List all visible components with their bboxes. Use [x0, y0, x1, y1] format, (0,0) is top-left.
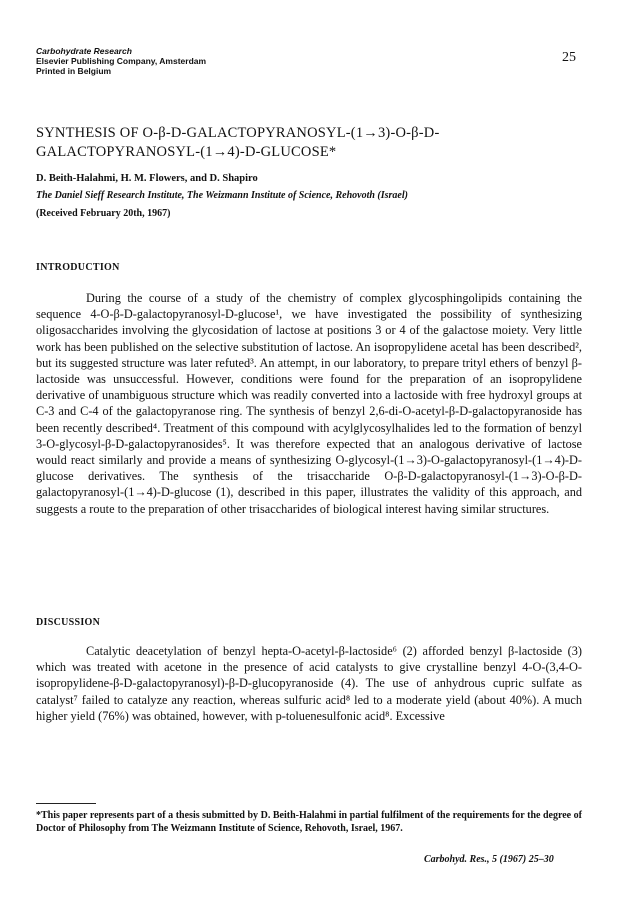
received-date: (Received February 20th, 1967) [36, 208, 171, 219]
journal-header [36, 46, 206, 76]
introduction-heading: INTRODUCTION [36, 262, 120, 273]
introduction-paragraph [36, 290, 582, 517]
discussion-heading: DISCUSSION [36, 617, 101, 628]
introduction-text: During the course of a study of the chemistry of complex glycosphingolipids containing the sequence 4-O-β-D-galactopyranosyl-D-glucose¹, we have investigated the possibility of synthesizing oligosaccharides involving the glycosidation of lactose at positions 3 or 4 of the galactose moiety. Very little work has been published on the selective substitution of lactose. An isopropylidene acetal has been described², but its suggested structure was later refuted³. An attempt, in our laboratory, to prepare trityl ethers of benzyl β-lactoside was unsuccessful. However, conditions were found for the preparation of an isopropylidene derivative of unambiguous structure which was readily converted into a lactoside with free hydroxyl groups at C-3 and C-4 of the galactopyranose ring. The synthesis of benzyl 2,6-di-O-acetyl-β-D-galactopyranoside has been recently described⁴. Treatment of this compound with acylglycosylhalides led to the formation of benzyl 3-O-glycosyl-β-D-galactopyranosides⁵. It was therefore expected that an analogous derivative of lactose would react similarly and provide a means of synthesizing O-glycosyl-(1→3)-O-galactopyranosyl-(1→4)-D-glucose derivatives. The synthesis of the trisaccharide O-β-D-galactopyranosyl-(1→3)-O-β-D-galactopyranosyl-(1→4)-D-glucose (1), described in this paper, illustrates the validity of this approach, and suggests a route to the preparation of other trisaccharides of biological interest having similar structures. [36, 291, 582, 516]
authors: D. Beith-Halahmi, H. M. Flowers, and D. Shapiro [36, 173, 258, 184]
title-line-2: GALACTOPYRANOSYL-(1→4)-D-GLUCOSE* [36, 144, 337, 160]
printed-in: Printed in Belgium [36, 66, 112, 76]
discussion-paragraph [36, 643, 582, 724]
footnote: *This paper represents part of a thesis submitted by D. Beith-Halahmi in partial fulfilment of the requirements for the degree of Doctor of Philosophy from The Weizmann Institute of Science, Rehovoth, Israel, 1967. [36, 810, 582, 834]
title-line-1: SYNTHESIS OF O-β-D-GALACTOPYRANOSYL-(1→3)-O-β-D- [36, 125, 440, 141]
journal-citation: Carbohyd. Res., 5 (1967) 25–30 [424, 854, 554, 865]
journal-name: Carbohydrate Research [36, 46, 132, 56]
page-number: 25 [562, 50, 576, 65]
discussion-text: Catalytic deacetylation of benzyl hepta-O-acetyl-β-lactoside⁶ (2) afforded benzyl β-lactoside (3) which was treated with acetone in the presence of acid catalysts to give crystalline benzyl 4-O-(3,4-O-isopropylidene-β-D-galactopyranosyl)-β-D-glucopyranoside (4). The use of anhydrous cupric sulfate as catalyst⁷ failed to catalyze any reaction, whereas sulfuric acid⁸ led to a moderate yield (about 40%). A much higher yield (76%) was obtained, however, with p-toluenesulfonic acid⁸. Excessive [36, 644, 582, 723]
publisher: Elsevier Publishing Company, Amsterdam [36, 56, 207, 66]
affiliation: The Daniel Sieff Research Institute, The Weizmann Institute of Science, Rehovoth (Israel) [36, 190, 408, 201]
article-title [36, 124, 596, 162]
footnote-divider [36, 803, 96, 804]
